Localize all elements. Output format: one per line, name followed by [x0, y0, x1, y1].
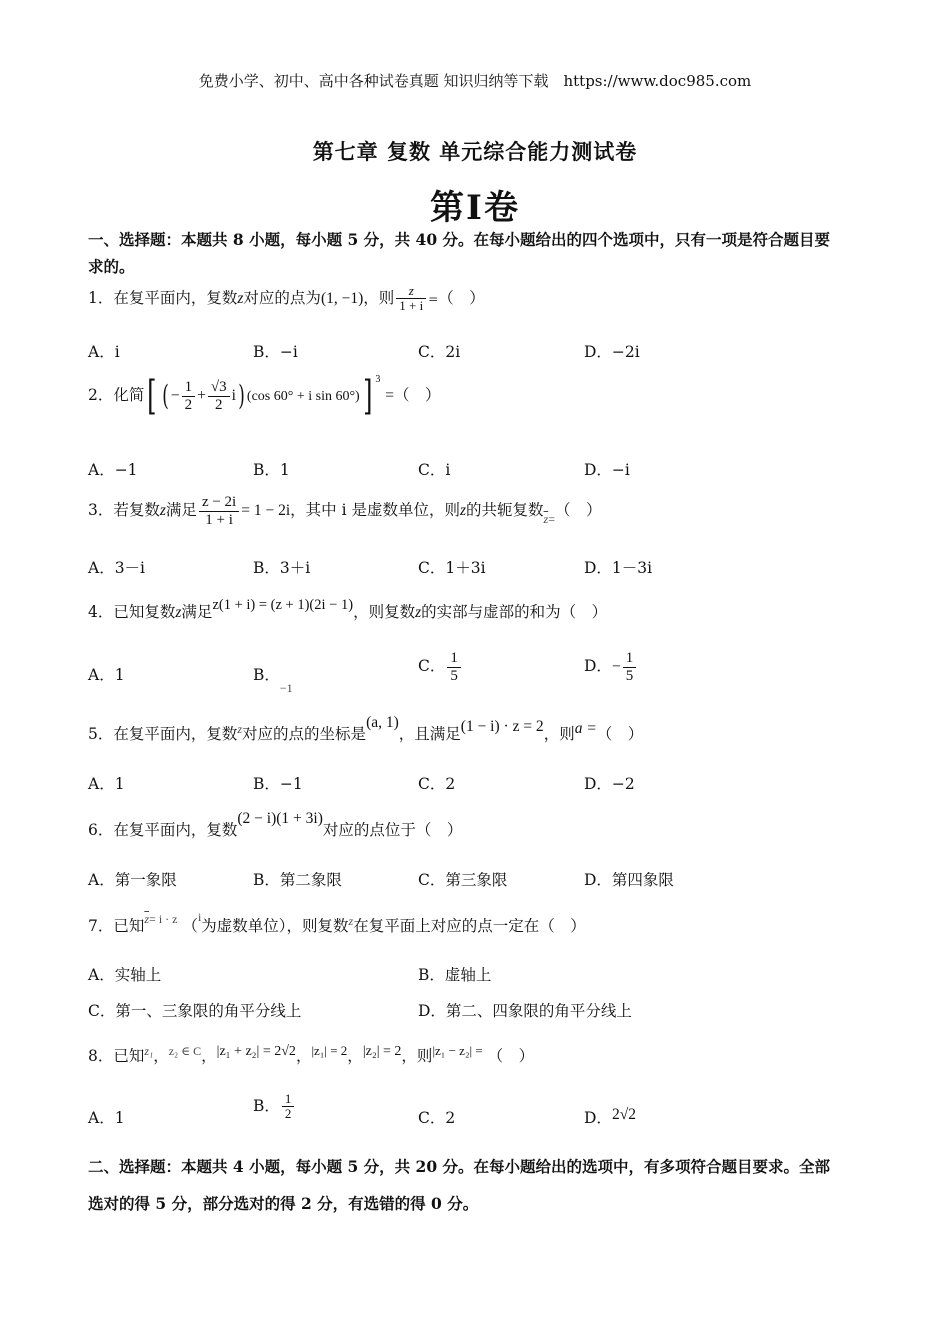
q3-paren: （ ）: [554, 501, 602, 519]
q8-b-den: 2: [284, 1106, 292, 1122]
q4-b-label: B．: [253, 666, 280, 684]
q1-den: 1 + i: [399, 298, 424, 314]
q2-half: [182, 379, 196, 413]
q4-equation: z(1 + i) = (z + 1)(2i − 1): [212, 597, 354, 613]
question-6: [88, 810, 463, 840]
q4-c-label: C．: [418, 657, 446, 675]
section1-heading-line1: 一、选择题：本题共 8 小题，每小题 5 分，共 40 分。在每小题给出的四个选项中，只有一项是符合题目要: [88, 230, 831, 249]
q7-option-d[interactable]: D．第二、四象限的角平分线上: [418, 1002, 632, 1020]
q4-d-fraction: [623, 650, 637, 684]
section2-heading-line1: 二、选择题：本题共 4 小题，每小题 5 分，共 20 分。在每小题给出的选项中，有多项符合题目要求。全部: [88, 1157, 831, 1176]
q1-fraction: [396, 284, 426, 314]
q2-sqrt3: √3: [208, 379, 230, 397]
q8-text-b: ，则: [401, 1047, 433, 1065]
q5-option-b[interactable]: B．−1: [253, 775, 303, 793]
q2-power: 3: [375, 374, 381, 385]
q7-paren-open: （: [182, 917, 198, 935]
q8-b-fraction: [282, 1092, 295, 1122]
q1-num: z: [396, 284, 426, 299]
q2-sqrt3-den: 2: [215, 396, 223, 413]
q4-option-c[interactable]: [418, 650, 463, 684]
q4-text-b: 满足: [181, 603, 213, 621]
question-8: [88, 1044, 534, 1066]
section1-heading-line2: 求的。: [88, 257, 135, 276]
q4-b-value: −1: [279, 681, 293, 695]
q2-rbracket: ]: [362, 373, 373, 419]
q6-option-d[interactable]: D．第四象限: [584, 871, 674, 889]
question-4: [88, 597, 608, 622]
q1-paren: （ ）: [438, 288, 485, 307]
q6-expression: (2 − i)(1 + 3i): [237, 810, 323, 827]
q5-option-d[interactable]: D．−2: [584, 775, 635, 793]
q5-z: z: [237, 722, 243, 736]
q3-text-c: ，其中 i 是虚数单位，则: [290, 501, 460, 519]
q2-sqrt3-half: [208, 379, 230, 413]
q1-option-a[interactable]: A．i: [88, 343, 120, 361]
q4-c-fraction: [447, 650, 461, 684]
q3-rhs: = 1 − 2i: [241, 502, 291, 519]
q3-z: z: [159, 502, 166, 519]
q1-option-b[interactable]: B．−i: [253, 343, 298, 361]
q8-comma2: ，: [201, 1047, 217, 1065]
q4-text: 4．已知复数: [88, 603, 176, 621]
q3-text-d: 的共轭复数: [466, 501, 544, 519]
q3-equals: =: [548, 512, 555, 526]
q1-text: 1．在复平面内，复数: [88, 288, 238, 307]
q5-text: 5．在复平面内，复数: [88, 725, 238, 743]
q8-z1-modulus: |z₁| = 2: [311, 1043, 348, 1058]
question-1: 1．在复平面内，复数z对应的点为(1, −1)，则 $\frac{z}{1 + i}$ =（ ）: [88, 283, 485, 314]
q8-d-value: 2√2: [611, 1106, 636, 1123]
q4-option-a[interactable]: A．1: [88, 666, 125, 684]
q8-z2-in-c: z₂ ∈ C: [168, 1044, 202, 1058]
q2-minus: −: [170, 387, 180, 404]
q1-text-b: 对应的点为: [243, 288, 321, 307]
q2-trig: (cos 60° + i sin 60°): [246, 389, 360, 404]
q8-option-d[interactable]: [584, 1106, 636, 1128]
q4-z: z: [175, 604, 182, 621]
q4-d-den: 5: [625, 667, 634, 684]
q2-option-a[interactable]: A．−1: [88, 461, 138, 479]
q3-zbar: z: [543, 512, 549, 526]
q6-option-b[interactable]: B．第二象限: [253, 871, 342, 889]
q7-option-b[interactable]: B．虚轴上: [418, 966, 492, 984]
q8-option-b[interactable]: [253, 1092, 296, 1122]
q5-point: (a, 1): [366, 714, 399, 731]
q2-rparen: ): [238, 379, 245, 412]
q8-diff-modulus: |z₁ − z₂| =: [432, 1043, 483, 1058]
q1-text-c: ，则: [363, 288, 395, 307]
q8-d-label: D．: [584, 1109, 612, 1127]
q4-z2: z: [415, 604, 422, 621]
q4-c-num: 1: [447, 650, 461, 668]
q2-half-num: 1: [182, 379, 196, 397]
question-7: [88, 910, 586, 936]
q2-plus: +: [197, 387, 206, 404]
q5-option-c[interactable]: C．2: [418, 775, 456, 793]
q6-option-a[interactable]: A．第一象限: [88, 871, 177, 889]
q2-text: 2．化简: [88, 386, 145, 404]
q3-text: 3．若复数: [88, 501, 160, 519]
q3-fraction: [199, 494, 239, 528]
question-3: [88, 494, 602, 528]
q5-option-a[interactable]: A．1: [88, 775, 125, 793]
q5-a-equals: a =: [574, 720, 597, 737]
q1-option-d[interactable]: D．−2i: [584, 343, 640, 361]
q4-c-den: 5: [450, 667, 458, 684]
q7-z: z: [348, 914, 354, 928]
q6-option-c[interactable]: C．第三象限: [418, 871, 508, 889]
q7-zbar: z: [144, 912, 150, 926]
q4-option-b[interactable]: [253, 663, 293, 695]
q7-text-b: 为虚数单位），则复数: [201, 917, 349, 935]
q3-option-b[interactable]: B．3＋i: [253, 559, 311, 577]
q8-b-label: B．: [253, 1096, 280, 1115]
q1-option-c[interactable]: C．2i: [418, 343, 461, 361]
q8-option-c[interactable]: C．2: [418, 1109, 456, 1127]
q5-text-c: ，且满足: [398, 725, 461, 743]
site-header: 免费小学、初中、高中各种试卷真题 知识归纳等下载 https://www.doc985.com: [198, 72, 752, 90]
q2-equals: =: [385, 387, 395, 404]
q2-lparen: (: [162, 379, 169, 412]
q7-option-c[interactable]: C．第一、三象限的角平分线上: [88, 1002, 302, 1020]
q2-i: i: [231, 387, 236, 404]
q3-option-a[interactable]: A．3－i: [88, 559, 146, 577]
q8-option-a[interactable]: A．1: [88, 1109, 125, 1127]
q7-equation: = i · z: [149, 912, 178, 926]
volume-title: 第Ⅰ卷: [430, 188, 520, 228]
q8-comma3: ，: [295, 1047, 312, 1065]
q8-paren: （ ）: [487, 1047, 535, 1065]
q4-text-c: ，则复数: [353, 603, 416, 621]
q4-text-d: 的实部与虚部的和为（ ）: [421, 603, 608, 621]
q2-option-d[interactable]: D．−i: [584, 461, 630, 479]
q4-d-num: 1: [623, 650, 637, 668]
q1-point: (1, −1): [320, 289, 364, 307]
q1-z: z: [237, 289, 244, 307]
q6-text-b: 对应的点位于（ ）: [322, 821, 463, 839]
q7-i: i: [197, 910, 202, 924]
q5-paren: （ ）: [596, 725, 644, 743]
q2-lbracket: [: [147, 373, 157, 419]
q8-z1: z₁: [144, 1044, 154, 1058]
q5-equation: (1 − i) · z = 2: [460, 718, 544, 735]
q4-option-d[interactable]: [584, 650, 638, 684]
question-2: [88, 373, 441, 419]
q2-paren: （ ）: [394, 386, 441, 404]
q3-den: 1 + i: [205, 511, 233, 528]
q3-text-b: 满足: [165, 501, 197, 519]
q7-option-a[interactable]: A．实轴上: [88, 966, 162, 984]
q4-d-label: D．: [584, 657, 612, 675]
q3-option-d[interactable]: D．1－3i: [584, 559, 653, 577]
question-5: [88, 714, 644, 744]
q8-sum-modulus: |z₁ + z₂| = 2√2: [216, 1044, 296, 1059]
q4-d-sign: −: [611, 658, 621, 675]
q5-text-d: ，则: [543, 725, 575, 743]
q2-option-c[interactable]: C．i: [418, 461, 451, 479]
q8-text: 8．已知: [88, 1047, 145, 1065]
q3-option-c[interactable]: C．1＋3i: [418, 559, 486, 577]
q6-text: 6．在复平面内，复数: [88, 821, 238, 839]
q7-text: 7．已知: [88, 917, 145, 935]
q2-half-den: 2: [184, 396, 193, 413]
q8-comma1: ，: [153, 1047, 169, 1065]
q2-option-b[interactable]: B．1: [253, 461, 290, 479]
q3-z2: z: [459, 502, 467, 519]
q8-comma4: ，: [347, 1047, 363, 1065]
q8-z2-modulus: |z₂| = 2: [362, 1044, 402, 1059]
q5-text-b: 对应的点的坐标是: [242, 725, 367, 743]
section2-heading-line2: 选对的得 5 分，部分选对的得 2 分，有选错的得 0 分。: [88, 1194, 479, 1213]
page-title: 第七章 复数 单元综合能力测试卷: [312, 139, 638, 164]
q8-b-num: 1: [282, 1092, 295, 1107]
q7-text-c: 在复平面上对应的点一定在（ ）: [353, 917, 586, 935]
q3-num: z − 2i: [199, 494, 239, 512]
